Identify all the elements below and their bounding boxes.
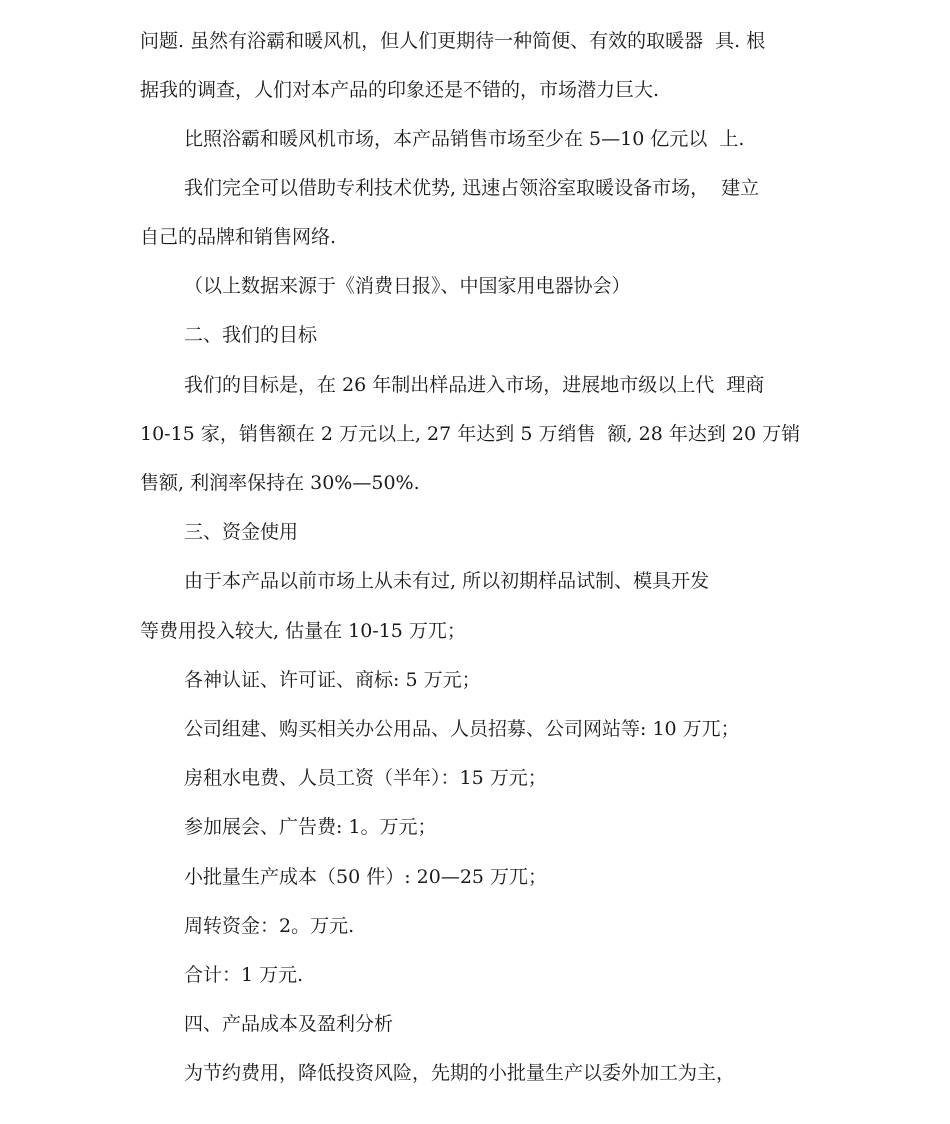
text-line: 公司组建、购买相关办公用品、人员招募、公司网站等: 10 万兀； (184, 718, 740, 740)
text-line: 房租水电费、人员工资（半年）：15 万元； (184, 767, 547, 789)
text-line: 参加展会、广告费: 1。万元； (184, 816, 437, 838)
section-heading: 二、我们的目标 (184, 324, 318, 346)
text-line: 我们完全可以借助专利技术优势, 迅速占领浴室取暖设备市场， 建立 (184, 177, 760, 199)
text-line: 自己的品牌和销售网络. (140, 226, 337, 248)
text-line: 为节约费用，降低投资风险，先期的小批量生产以委外加工为主， (184, 1062, 736, 1084)
text-line: （以上数据来源于《消费日报》、中国家用电器协会） (184, 275, 631, 297)
text-line: 由于本产品以前市场上从未有过, 所以初期样品试制、模具开发 (184, 570, 710, 592)
text-line: 合计：1 万元. (184, 964, 304, 986)
section-heading: 四、产品成本及盈利分析 (184, 1013, 394, 1035)
text-line: 等费用投入较大, 估量在 10-15 万兀； (140, 620, 466, 642)
text-line: 据我的调查，人们对本产品的印象还是不错的，市场潜力巨大. (140, 79, 660, 101)
text-line: 10-15 家，销售额在 2 万元以上, 27 年达到 5 万绡售 额, 28 年达到 20 万销 (140, 423, 801, 445)
text-line: 我们的目标是，在 26 年制出样品进入市场，进展地市级以上代 理商 (184, 374, 765, 396)
section-heading: 三、资金使用 (184, 521, 299, 543)
text-line: 售额, 利润率保持在 30%—50%. (140, 472, 420, 494)
text-line: 问题. 虽然有浴霸和暖风机，但人们更期待一种简便、有效的取暖器 具. 根 (140, 30, 766, 52)
text-line: 比照浴霸和暖风机市场，本产品销售市场至少在 5—10 亿元以 上. (184, 128, 745, 150)
text-line: 各神认证、许可证、商标: 5 万元； (184, 669, 481, 691)
text-line: 周转资金：2。万元. (184, 915, 355, 937)
text-line: 小批量生产成本（50 件）: 20—25 万兀； (184, 866, 548, 888)
